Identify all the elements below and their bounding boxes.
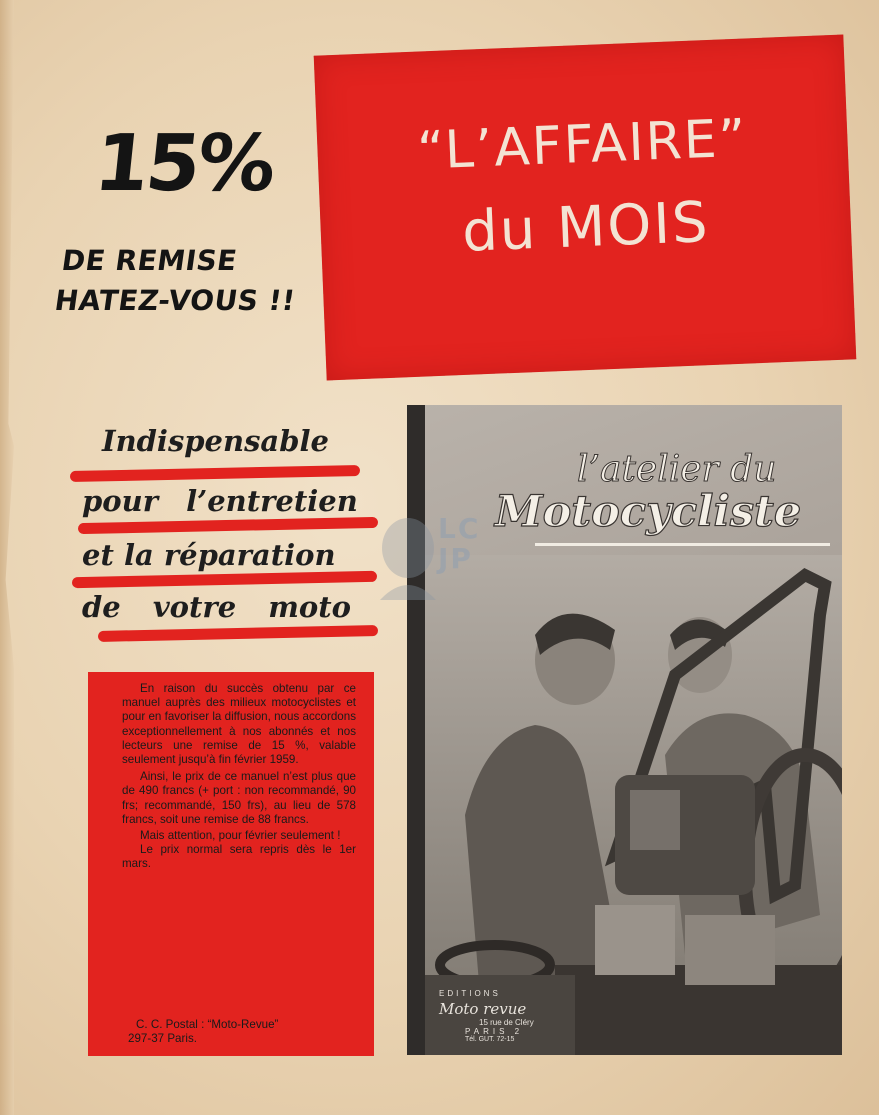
postal-line-1: C. C. Postal : “Moto-Revue” [136, 1018, 279, 1031]
book-spine [407, 405, 425, 1055]
watermark-logo [370, 510, 510, 600]
publisher-address: 15 rue de Cléry [479, 1018, 534, 1027]
tagline-line-4: de votre moto [82, 590, 352, 624]
tagline-line-3: et la réparation [82, 538, 336, 572]
book-cover [407, 405, 842, 1055]
tagline-line-2: pour l’entretien [82, 484, 358, 518]
affaire-du-mois-banner [314, 34, 857, 380]
tagline-line-1: Indispensable [102, 424, 329, 458]
publisher-imprint [439, 989, 559, 1043]
publisher-edition: EDITIONS [439, 989, 501, 998]
red-brush-stroke [70, 465, 360, 482]
offer-text-box [88, 672, 374, 1056]
book-title-line-2: Motocycliste [495, 487, 802, 537]
postal-line-2: 297-37 Paris. [128, 1032, 197, 1045]
publisher-name: Moto revue [439, 1000, 527, 1018]
watermark-portrait-icon [370, 510, 440, 600]
red-brush-stroke [98, 625, 378, 642]
hurry-label: HATEZ-VOUS !! [52, 284, 298, 317]
postal-account [128, 1018, 358, 1046]
book-title-line-1: l’atelier du [577, 449, 777, 490]
title-underline [535, 543, 830, 546]
discount-percent: 15% [90, 119, 278, 209]
offer-paragraph: En raison du succès obtenu par ce manuel auprès des milieux motocyclistes et pour en favoriser la diffusion, nous accordons exceptionnellement à nos abonnés et nos lecteurs une remise de 15 %, valable seulement jusqu’à fin février 1959. [122, 682, 356, 767]
red-brush-stroke [72, 571, 377, 588]
red-brush-stroke [78, 517, 378, 534]
banner-line-1: “L’AFFAIRE” [416, 108, 749, 182]
torn-paper-edge [0, 0, 14, 1115]
offer-paragraph: Ainsi, le prix de ce manuel n’est plus que de 490 francs (+ port : non recommandé, 90 frs; recommandé, 150 frs), au lieu de 578 francs, soit une remise de 88 francs. [122, 770, 356, 826]
publisher-tel: Tél. GUT. 72-15 [465, 1036, 515, 1043]
offer-paragraph: Mais attention, pour février seulement ! [140, 829, 341, 843]
banner-line-2: du MOIS [460, 190, 711, 265]
watermark-text: LC JP [438, 512, 481, 575]
discount-label: DE REMISE [59, 244, 240, 277]
publisher-city: PARIS 2 [465, 1027, 524, 1036]
mechanics-illustration [425, 555, 842, 1055]
offer-paragraph: Le prix normal sera repris dès le 1er mars. [122, 843, 356, 871]
